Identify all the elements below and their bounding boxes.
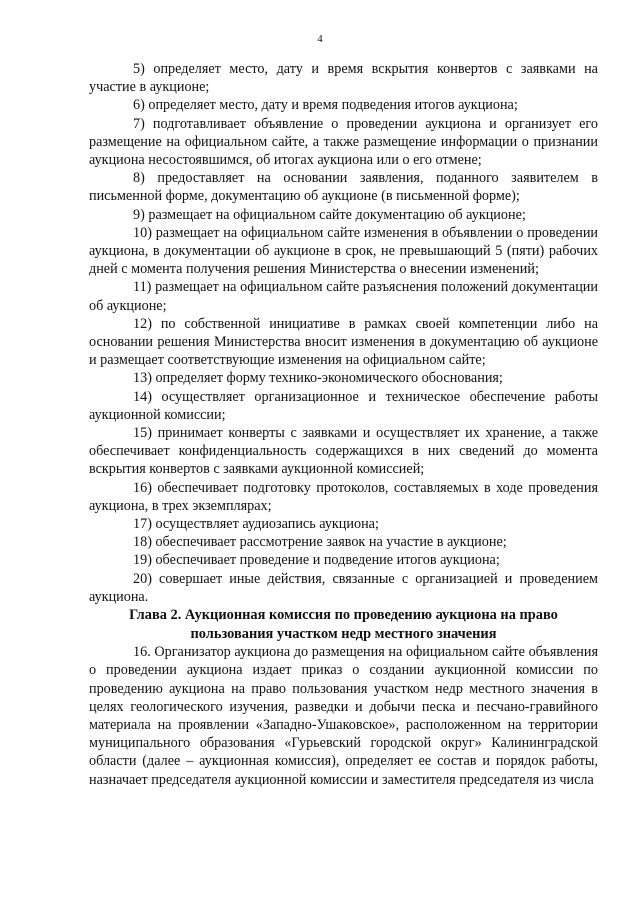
list-item: 6) определяет место, дату и время подведения итогов аукциона; [133,97,518,114]
document-body [89,60,598,789]
paragraph-16: 16. Организатор аукциона до размещения на официальном сайте объявления о проведении аукциона издает приказ о создании аукционной комиссии по проведению аукциона на право пользования участком недр местного значения в целях геологического изучения, разведки и добычи песка и песчано-гравийного материала на проявлении «Западно-Ушаковское», расположенном на территории муниципального образования «Гурьевский городской округ» Калининградской области (далее – аукционная комиссия), определяет ее состав и порядок работы, назначает председателя аукционной комиссии и заместителя председателя из числа [89,644,598,788]
list-item: 14) осуществляет организационное и техническое обеспечение работы аукционной комиссии; [89,388,598,423]
list-item: 11) размещает на официальном сайте разъяснения положений документации об аукционе; [89,279,598,314]
list-item: 5) определяет место, дату и время вскрытия конвертов с заявками на участие в аукционе; [89,61,598,96]
list-item: 9) размещает на официальном сайте документацию об аукционе; [133,206,526,223]
list-item: 8) предоставляет на основании заявления, поданного заявителем в письменной форме, документацию об аукционе (в письменной форме); [89,170,598,205]
list-item: 7) подготавливает объявление о проведении аукциона и организует его размещение на официальном сайте, а также размещение информации о признании аукциона несостоявшимся, об итогах аукциона или о его отмене; [89,115,598,169]
list-item: 17) осуществляет аудиозапись аукциона; [133,516,379,533]
list-item: 10) размещает на официальном сайте изменения в объявлении о проведении аукциона, в документации об аукционе в срок, не превышающий 5 (пяти) рабочих дней с момента получения решения Министерства о внесении изменений; [89,224,598,278]
page-number: 4 [317,34,323,45]
list-item: 13) определяет форму технико-экономического обоснования; [133,370,503,387]
chapter-heading: Глава 2. Аукционная комиссия по проведению аукциона на право пользования участком недр местного значения [129,607,558,642]
list-item: 19) обеспечивает проведение и подведение итогов аукциона; [133,552,500,569]
list-item: 18) обеспечивает рассмотрение заявок на участие в аукционе; [133,534,507,551]
list-item: 16) обеспечивает подготовку протоколов, составляемых в ходе проведения аукциона, в трех экземплярах; [89,479,598,514]
list-item: 15) принимает конверты с заявками и осуществляет их хранение, а также обеспечивает конфиденциальность содержащихся в них сведений до момента вскрытия конвертов с заявками аукционной комиссией; [89,425,598,478]
list-item: 12) по собственной инициативе в рамках своей компетенции либо на основании решения Министерства вносит изменения в документацию об аукционе и размещает соответствующие изменения на официальном сайте; [89,315,598,369]
list-item: 20) совершает иные действия, связанные с организацией и проведением аукциона. [89,570,598,605]
